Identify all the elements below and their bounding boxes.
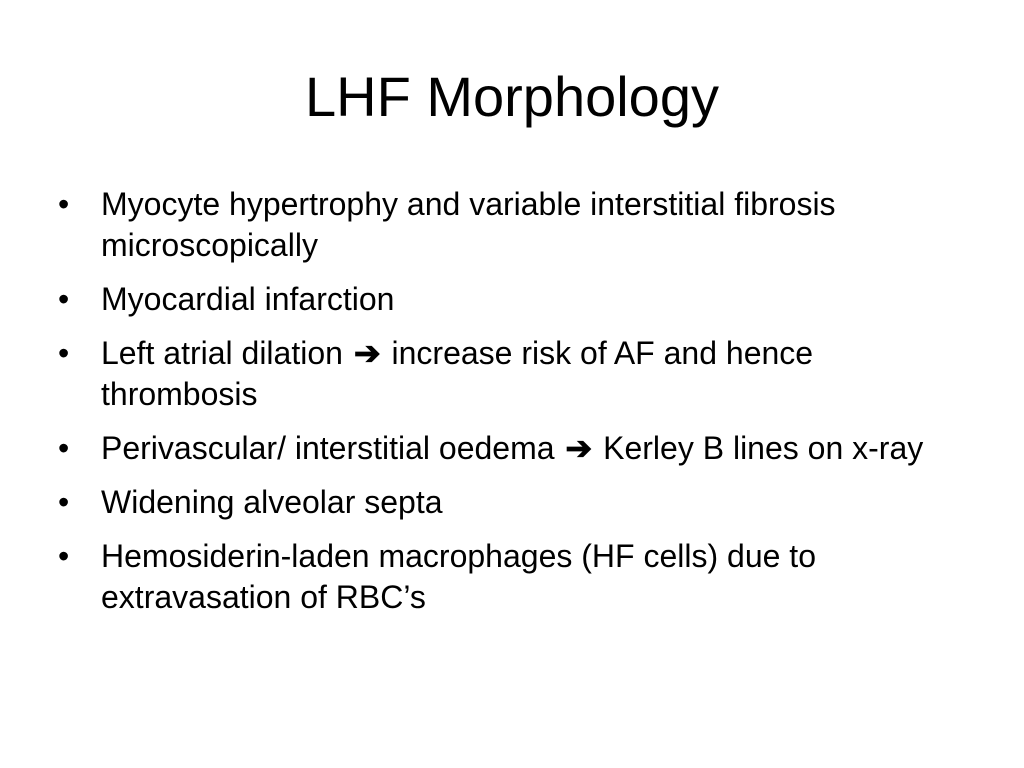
right-arrow-icon: ➔ (353, 335, 381, 371)
bullet-text: Myocyte hypertrophy and variable interstitial fibrosis microscopically (101, 186, 836, 263)
bullet-icon: • (58, 186, 70, 222)
bullet-item (58, 428, 958, 469)
bullet-item (58, 279, 958, 320)
bullet-text-start: Left atrial dilation (101, 335, 352, 371)
bullet-text-start: Perivascular/ interstitial oedema (101, 430, 564, 466)
slide-title: LHF Morphology (305, 65, 719, 128)
right-arrow-icon: ➔ (565, 430, 593, 466)
bullet-text: Hemosiderin-laden macrophages (HF cells) due to extravasation of RBC’s (101, 538, 816, 615)
bullet-icon: • (58, 430, 70, 466)
bullet-item (58, 482, 958, 523)
bullet-item (58, 536, 958, 618)
bullet-text: Widening alveolar septa (101, 484, 443, 520)
bullet-icon: • (58, 335, 70, 371)
bullet-icon: • (58, 484, 70, 520)
bullet-item (58, 184, 958, 266)
bullet-text-end: increase risk of AF and hence thrombosis (101, 335, 814, 412)
bullet-icon: • (58, 538, 70, 574)
bullet-text: Myocardial infarction (101, 281, 395, 317)
bullet-list (58, 184, 958, 631)
bullet-item (58, 333, 958, 415)
bullet-text-end: Kerley B lines on x-ray (594, 430, 924, 466)
bullet-icon: • (58, 281, 70, 317)
